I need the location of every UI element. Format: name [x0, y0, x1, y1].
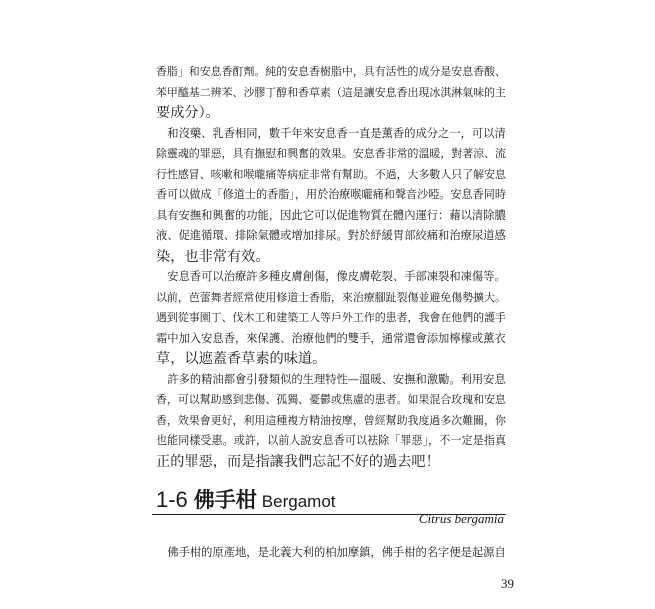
paragraph-line: 安息香可以治療許多種皮膚創傷，像皮膚乾裂、手部凍裂和凍傷等。: [156, 270, 506, 283]
paragraph-line: 許多的精油都會引發類似的生理特性—溫暖、安撫和激勵。利用安息: [156, 372, 506, 386]
paragraph-line: 以前，芭蕾舞者經常使用修道士香脂，來治療腳趾裂傷並避免傷勢擴大。: [156, 290, 506, 304]
page-number: 39: [501, 576, 514, 591]
paragraph-line: 霜中加入安息香，來保護、治療他們的雙手，通常還會添加檸檬或薰衣: [156, 331, 506, 345]
paragraph-line: 也能同樣受惠。或許，以前人說安息香可以袪除「罪惡」，不一定是指真: [156, 434, 506, 447]
section-number: 1-6: [156, 487, 188, 512]
paragraph-line: 染，也非常有效。: [156, 248, 270, 265]
paragraph-line: 香脂」和安息香酊劑。純的安息香樹脂中，具有活性的成分是安息香酸、: [156, 65, 506, 78]
paragraph-line: 草，以遮蓋香草素的味道。: [156, 351, 327, 367]
paragraph-line: 香，效果會更好，利用這種複方精油按摩，曾經幫助我度過多次難關，你: [156, 413, 506, 427]
latin-name: Citrus bergamia: [418, 511, 504, 526]
paragraph-line: 香可以做成「修道士的香脂」，用於治療喉嚨痛和聲音沙啞。安息香同時: [156, 188, 506, 201]
paragraph-line: 苯甲醯基二辨苯、沙膠丁醇和香草素（這是讓安息香出現冰淇淋氣味的主: [156, 85, 506, 99]
paragraph-line: 行性感冒、咳嗽和喉嚨痛等病症非常有幫助。不過，大多數人只了解安息: [156, 167, 506, 181]
paragraph-line: 除靈魂的罪惡，具有撫慰和興奮的效果。安息香非常的溫暖，對著涼、流: [156, 147, 506, 160]
paragraph-line: 佛手柑的原產地，是北義大利的柏加摩鎮，佛手柑的名字便是起源自: [156, 546, 506, 559]
paragraph-line: 要成分）。: [156, 105, 220, 121]
paragraph-line: 和沒藥、乳香相同，數千年來安息香一直是薰香的成分之一，可以清: [156, 126, 506, 140]
paragraph-line: 液、促進循環、排除氣體或增加排尿。對於紓緩胃部絞痛和治療尿道感: [156, 229, 506, 242]
paragraph-line: 正的罪惡，而是指讓我們忘記不好的過去吧！: [156, 453, 440, 470]
paragraph-line: 遇到從事園丁、伐木工和建築工人等戶外工作的患者，我會在他們的護手: [156, 311, 506, 324]
paragraph-line: 具有安撫和興奮的功能，因此它可以促進物質在體內運行：藉以清除膿: [156, 208, 506, 222]
section-heading: [156, 484, 336, 514]
section-title-zh: 佛手柑: [193, 488, 257, 512]
section-title-en: Bergamot: [261, 492, 336, 511]
paragraph-line: 香，可以幫助感到悲傷、孤獨、憂鬱或焦慮的患者。如果混合玫瑰和安息: [156, 393, 506, 406]
